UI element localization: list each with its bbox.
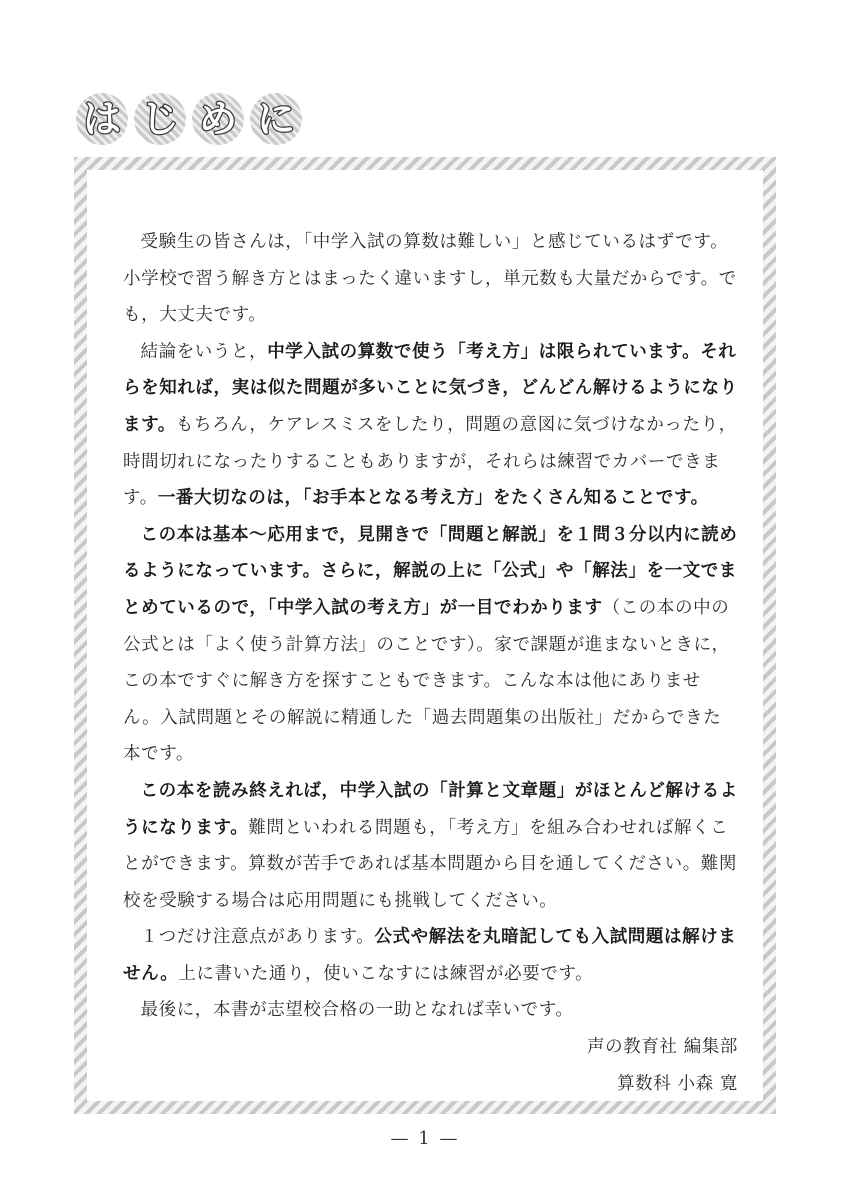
- heading-char-circle: [76, 93, 128, 145]
- bold-run: この本を読み終えれば，中学入試の「計算と文章題」がほとんど解けるようになります。: [123, 780, 738, 838]
- paragraph: [123, 224, 738, 334]
- content-panel: [87, 170, 763, 1101]
- text-run: １つだけ注意点があります。: [140, 927, 375, 948]
- heading-char: は: [82, 97, 121, 141]
- paragraph: [123, 773, 738, 919]
- paragraph: [123, 334, 738, 517]
- heading-char: め: [198, 97, 237, 141]
- text-run: 結論をいうと，: [140, 341, 268, 362]
- page-number: — 1 —: [390, 1128, 460, 1149]
- bold-run: 中学入試の算数で使う「考え方」は限られています。それらを知れば，実は似た問題が多いことに気づき，どんどん解けるようになります。: [123, 341, 738, 435]
- text-run: もちろん，ケアレスミスをしたり，問題の意図に気づけなかったり，時間切れになったりすることもありますが，それらは練習でカバーできます。: [123, 414, 737, 509]
- bold-run: 一番大切なのは，「お手本となる考え方」をたくさん知ることです。: [157, 488, 709, 509]
- heading-char: じ: [140, 97, 179, 141]
- text-run: 上に書いた通り，使いこなすには練習が必要です。: [178, 963, 594, 984]
- content-frame: [74, 157, 776, 1114]
- text-run: （この本の中の公式とは「よく使う計算方法」のことです）。家で課題が進まないときに，この本ですぐに解き方を探すこともできます。こんな本は他にありません。入試問題とその解説に精通した「過去問題集の出版社」だからできた本です。: [123, 597, 730, 765]
- body-text: [123, 224, 738, 1102]
- signature-author: 算数科 小森 寛: [617, 1073, 738, 1094]
- heading-char-circle: [192, 93, 244, 145]
- text-run: 受験生の皆さんは，「中学入試の算数は難しい」と感じているはずです。小学校で習う解き方とはまったく違いますし，単元数も大量だからです。でも，大丈夫です。: [123, 232, 737, 326]
- heading-char-circle: [134, 93, 186, 145]
- bold-run: 公式や解法を丸暗記しても入試問題は解けません。: [123, 927, 737, 984]
- bold-run: この本は基本～応用まで，見開きで「問題と解説」を１問３分以内に読めるようになっています。さらに，解説の上に「公式」や「解法」を一文でまとめているので，「中学入試の考え方」が一目でわかります: [123, 524, 738, 618]
- heading-char-circle: [250, 93, 302, 145]
- heading-char: に: [256, 97, 295, 141]
- signature-publisher: 声の教育社 編集部: [587, 1037, 738, 1058]
- text-run: 最後に，本書が志望校合格の一助となれば幸いです。: [140, 1000, 574, 1021]
- paragraph: [123, 517, 738, 773]
- paragraph: [123, 919, 738, 992]
- paragraph: [123, 992, 738, 1029]
- text-run: 難問といわれる問題も，「考え方」を組み合わせれば解くことができます。算数が苦手であれば基本問題から目を通してください。難関校を受験する場合は応用問題にも挑戦してください。: [123, 817, 737, 911]
